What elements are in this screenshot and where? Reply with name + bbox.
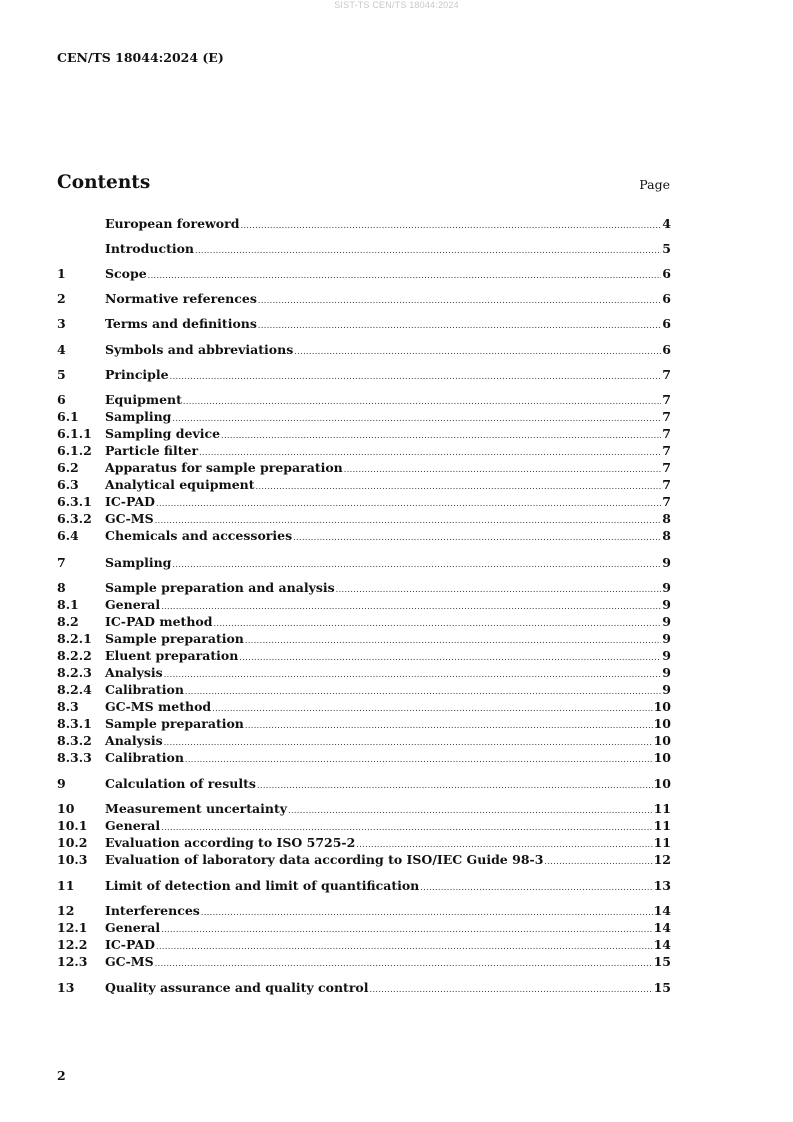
toc-entry-page: 13 [653, 878, 671, 893]
toc-entry-title: Calculation of results [105, 776, 256, 791]
toc-entry-number: 4 [57, 342, 66, 357]
toc-leader-dots [148, 268, 662, 284]
toc-leader-dots [221, 428, 661, 444]
toc-leader-dots [258, 318, 661, 334]
toc-entry-title: Calibration [105, 750, 184, 765]
toc-entry[interactable] [57, 631, 671, 647]
toc-entry-page: 9 [662, 580, 671, 595]
toc-leader-dots [185, 752, 653, 768]
toc-leader-dots [240, 218, 661, 234]
watermark: SIST-TS CEN/TS 18044:2024 [334, 0, 459, 10]
toc-entry[interactable] [57, 852, 671, 868]
toc-entry[interactable] [57, 954, 671, 970]
toc-leader-dots [161, 599, 661, 615]
toc-entry-page: 14 [653, 937, 671, 952]
toc-entry-number: 8.3.2 [57, 733, 92, 748]
toc-entry-title: GC-MS [105, 511, 154, 526]
toc-leader-dots [156, 939, 653, 955]
toc-entry[interactable] [57, 776, 671, 792]
toc-entry-title: Equipment [105, 392, 182, 407]
toc-entry-number: 3 [57, 316, 66, 331]
toc-entry-number: 8.2.1 [57, 631, 92, 646]
toc-leader-dots [420, 880, 652, 896]
toc-entry-number: 8.1 [57, 597, 79, 612]
toc-entry-title: Analytical equipment [105, 477, 255, 492]
toc-entry-page: 15 [653, 980, 671, 995]
toc-leader-dots [239, 650, 661, 666]
toc-leader-dots [161, 820, 652, 836]
toc-entry-number: 6.2 [57, 460, 79, 475]
toc-leader-dots [185, 684, 661, 700]
toc-entry-number: 6.3.1 [57, 494, 92, 509]
toc-entry-title: Sampling [105, 555, 172, 570]
toc-entry-number: 1 [57, 266, 66, 281]
toc-entry-title: Symbols and abbreviations [105, 342, 294, 357]
toc-entry[interactable] [57, 801, 671, 817]
toc-entry[interactable] [57, 580, 671, 596]
toc-entry-number: 12.3 [57, 954, 88, 969]
toc-entry[interactable] [57, 494, 671, 510]
toc-leader-dots [344, 462, 662, 478]
document-id: CEN/TS 18044:2024 (E) [57, 50, 224, 65]
toc-entry-page: 9 [662, 614, 671, 629]
toc-leader-dots [336, 582, 662, 598]
toc-leader-dots [195, 243, 661, 259]
toc-entry[interactable] [57, 266, 671, 282]
toc-entry[interactable] [57, 216, 671, 232]
toc-entry[interactable] [57, 980, 671, 996]
toc-entry[interactable] [57, 443, 671, 459]
toc-entry-page: 8 [662, 528, 671, 543]
toc-entry-page: 6 [662, 291, 671, 306]
toc-leader-dots [212, 701, 652, 717]
toc-entry[interactable] [57, 937, 671, 953]
toc-entry-number: 6.1.2 [57, 443, 92, 458]
toc-entry[interactable] [57, 342, 671, 358]
toc-entry-page: 9 [662, 597, 671, 612]
toc-entry-number: 10.2 [57, 835, 88, 850]
toc-entry-page: 11 [653, 818, 671, 833]
toc-entry-page: 7 [662, 426, 671, 441]
toc-entry-number: 6.1.1 [57, 426, 92, 441]
toc-entry-page: 11 [653, 835, 671, 850]
toc-entry[interactable] [57, 511, 671, 527]
toc-leader-dots [245, 633, 661, 649]
toc-entry-title: Principle [105, 367, 169, 382]
toc-entry[interactable] [57, 241, 671, 257]
toc-entry[interactable] [57, 733, 671, 749]
toc-entry-number: 5 [57, 367, 66, 382]
toc-entry-number: 6.1 [57, 409, 79, 424]
toc-entry-title: General [105, 818, 161, 833]
toc-entry-number: 2 [57, 291, 66, 306]
toc-entry[interactable] [57, 903, 671, 919]
toc-leader-dots [201, 905, 653, 921]
toc-entry[interactable] [57, 614, 671, 630]
toc-leader-dots [288, 803, 653, 819]
toc-leader-dots [161, 922, 652, 938]
toc-entry-title: Sample preparation and analysis [105, 580, 335, 595]
toc-entry-page: 9 [662, 665, 671, 680]
toc-entry-title: Sampling [105, 409, 172, 424]
toc-entry-page: 9 [662, 648, 671, 663]
toc-entry-title: Quality assurance and quality control [105, 980, 369, 995]
toc-entry-page: 14 [653, 920, 671, 935]
toc-entry-page: 7 [662, 477, 671, 492]
toc-entry-title: Particle filter [105, 443, 199, 458]
toc-leader-dots [213, 616, 661, 632]
toc-leader-dots [294, 344, 661, 360]
toc-entry-title: IC-PAD [105, 937, 156, 952]
toc-entry-title: Evaluation according to ISO 5725-2 [105, 835, 356, 850]
toc-leader-dots [155, 513, 662, 529]
toc-entry-title: General [105, 597, 161, 612]
toc-entry[interactable] [57, 699, 671, 715]
contents-heading: Contents [57, 172, 151, 193]
toc-entry-title: Sample preparation [105, 716, 244, 731]
page-column-label: Page [639, 177, 670, 192]
toc-entry-number: 6.3 [57, 477, 79, 492]
toc-entry[interactable] [57, 835, 671, 851]
toc-entry-number: 7 [57, 555, 66, 570]
toc-entry-page: 9 [662, 555, 671, 570]
toc-entry[interactable] [57, 460, 671, 476]
toc-entry-title: Sampling device [105, 426, 221, 441]
toc-entry-title: Sample preparation [105, 631, 244, 646]
toc-leader-dots [293, 530, 661, 546]
toc-leader-dots [257, 778, 653, 794]
toc-entry[interactable] [57, 665, 671, 681]
toc-entry-number: 6.4 [57, 528, 79, 543]
toc-entry-number: 11 [57, 878, 75, 893]
toc-entry-page: 7 [662, 367, 671, 382]
toc-entry-number: 10 [57, 801, 75, 816]
toc-entry-page: 7 [662, 392, 671, 407]
toc-entry[interactable] [57, 555, 671, 571]
toc-entry-page: 7 [662, 443, 671, 458]
toc-entry-title: IC-PAD [105, 494, 156, 509]
toc-entry[interactable] [57, 291, 671, 307]
toc-entry[interactable] [57, 750, 671, 766]
toc-entry-number: 9 [57, 776, 66, 791]
toc-entry-page: 12 [653, 852, 671, 867]
toc-entry-number: 10.3 [57, 852, 88, 867]
toc-entry-page: 10 [653, 776, 671, 791]
toc-entry[interactable] [57, 597, 671, 613]
toc-leader-dots [370, 982, 653, 998]
toc-entry-page: 8 [662, 511, 671, 526]
toc-entry-title: Interferences [105, 903, 200, 918]
toc-entry-title: IC-PAD method [105, 614, 213, 629]
toc-entry-page: 5 [662, 241, 671, 256]
toc-entry[interactable] [57, 426, 671, 442]
toc-entry-number: 13 [57, 980, 75, 995]
toc-entry-number: 12 [57, 903, 75, 918]
toc-entry-number: 8.2 [57, 614, 79, 629]
toc-entry[interactable] [57, 409, 671, 425]
toc-entry-title: Apparatus for sample preparation [105, 460, 343, 475]
toc-entry-page: 4 [662, 216, 671, 231]
toc-entry-title: GC-MS method [105, 699, 212, 714]
toc-entry-title: Eluent preparation [105, 648, 239, 663]
toc-leader-dots [356, 837, 652, 853]
toc-entry[interactable] [57, 818, 671, 834]
toc-entry-title: General [105, 920, 161, 935]
toc-leader-dots [170, 369, 662, 385]
toc-entry[interactable] [57, 716, 671, 732]
toc-leader-dots [164, 667, 662, 683]
toc-entry-number: 12.1 [57, 920, 88, 935]
toc-entry-number: 8.3 [57, 699, 79, 714]
toc-entry-title: Introduction [105, 241, 195, 256]
toc-leader-dots [156, 496, 661, 512]
toc-entry[interactable] [57, 477, 671, 493]
toc-entry-title: Evaluation of laboratory data according to ISO/IEC Guide 98-3 [105, 852, 544, 867]
toc-entry-number: 8.3.1 [57, 716, 92, 731]
toc-entry[interactable] [57, 392, 671, 408]
toc-entry-page: 10 [653, 716, 671, 731]
toc-entry-page: 6 [662, 316, 671, 331]
toc-entry[interactable] [57, 682, 671, 698]
toc-entry-page: 11 [653, 801, 671, 816]
toc-entry-page: 6 [662, 342, 671, 357]
toc-leader-dots [256, 479, 662, 495]
toc-entry-title: Scope [105, 266, 147, 281]
toc-entry-title: Measurement uncertainty [105, 801, 288, 816]
toc-entry-title: Chemicals and accessories [105, 528, 293, 543]
toc-leader-dots [544, 854, 652, 870]
toc-entry-page: 10 [653, 750, 671, 765]
toc-entry-title: Analysis [105, 733, 163, 748]
toc-entry-number: 8.2.2 [57, 648, 92, 663]
toc-entry-page: 14 [653, 903, 671, 918]
footer-page-number: 2 [57, 1068, 66, 1083]
toc-leader-dots [172, 411, 661, 427]
toc-leader-dots [258, 293, 661, 309]
toc-entry-title: Calibration [105, 682, 184, 697]
toc-entry-page: 7 [662, 409, 671, 424]
toc-entry-number: 8.2.4 [57, 682, 92, 697]
toc-entry-title: European foreword [105, 216, 240, 231]
toc-leader-dots [155, 956, 653, 972]
toc-entry-number: 12.2 [57, 937, 88, 952]
toc-entry-page: 10 [653, 699, 671, 714]
toc-entry-title: Normative references [105, 291, 257, 306]
toc-entry-number: 10.1 [57, 818, 88, 833]
toc-entry-page: 7 [662, 460, 671, 475]
toc-entry[interactable] [57, 367, 671, 383]
toc-leader-dots [199, 445, 661, 461]
toc-entry[interactable] [57, 920, 671, 936]
toc-entry-page: 7 [662, 494, 671, 509]
toc-entry-title: GC-MS [105, 954, 154, 969]
toc-entry[interactable] [57, 878, 671, 894]
toc-entry-number: 6.3.2 [57, 511, 92, 526]
toc-entry-page: 10 [653, 733, 671, 748]
toc-entry[interactable] [57, 316, 671, 332]
toc-entry-page: 9 [662, 682, 671, 697]
toc-entry-title: Analysis [105, 665, 163, 680]
toc-entry-number: 8.2.3 [57, 665, 92, 680]
toc-entry-number: 6 [57, 392, 66, 407]
toc-entry-number: 8 [57, 580, 66, 595]
toc-entry-page: 6 [662, 266, 671, 281]
toc-entry[interactable] [57, 528, 671, 544]
toc-entry-title: Limit of detection and limit of quantification [105, 878, 420, 893]
toc-leader-dots [183, 394, 661, 410]
toc-entry-page: 15 [653, 954, 671, 969]
toc-entry-number: 8.3.3 [57, 750, 92, 765]
toc-leader-dots [245, 718, 653, 734]
toc-entry[interactable] [57, 648, 671, 664]
toc-entry-title: Terms and definitions [105, 316, 257, 331]
toc-leader-dots [164, 735, 653, 751]
toc-entry-page: 9 [662, 631, 671, 646]
toc-leader-dots [172, 557, 661, 573]
